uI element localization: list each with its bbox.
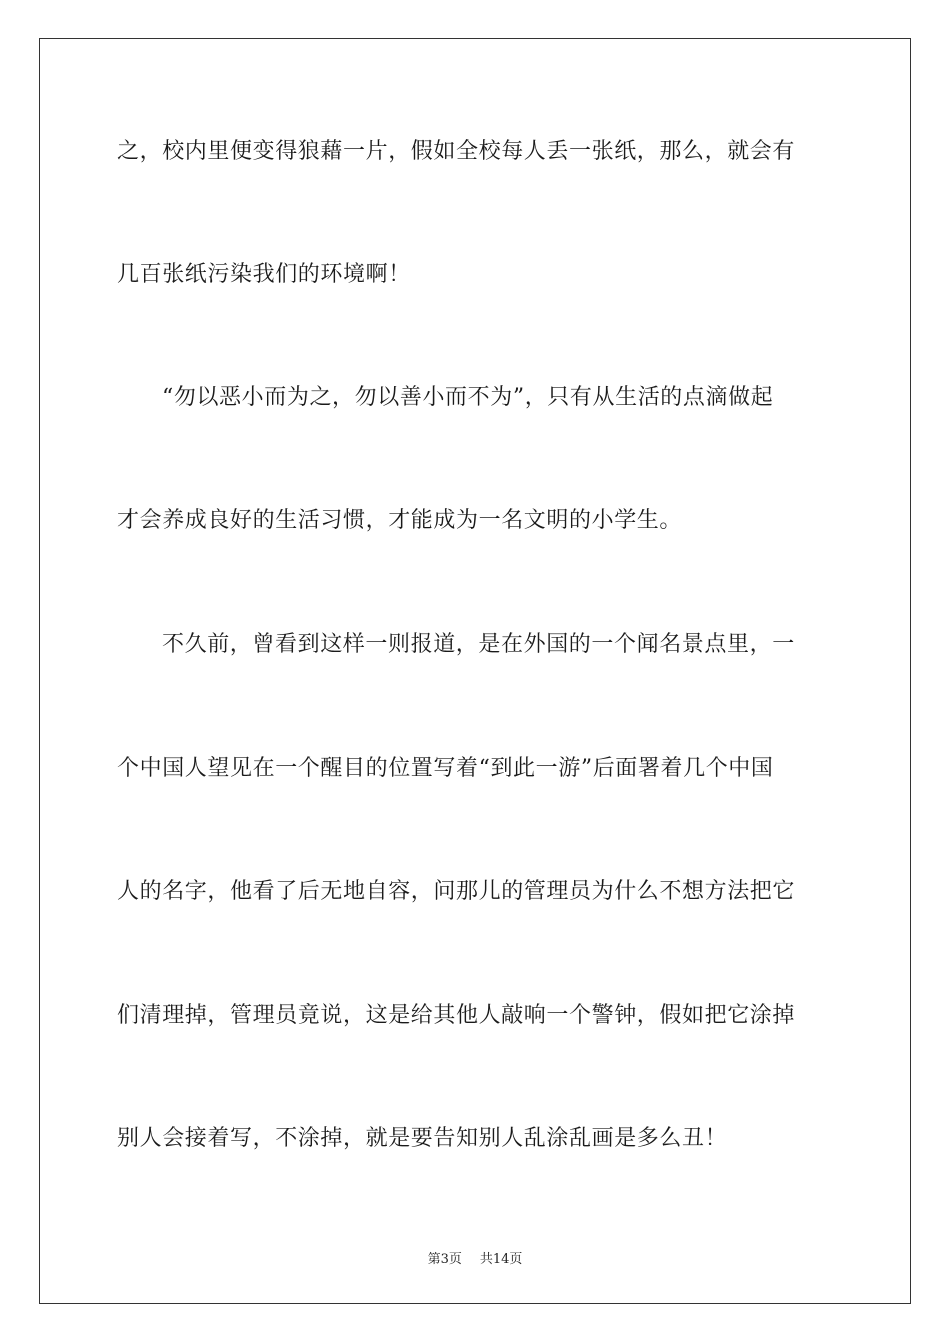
paragraph-line-1: 之，校内里便变得狼藉一片，假如全校每人丢一张纸，那么，就会有 [117,139,796,164]
paragraph-line-3: “勿以恶小而为之，勿以善小而不为”，只有从生活的点滴做起 [162,385,774,410]
paragraph-line-9: 别人会接着写，不涂掉，就是要告知别人乱涂乱画是多么丑！ [117,1126,728,1151]
page-number-total: 共14页 [479,1252,523,1267]
paragraph-line-4: 才会养成良好的生活习惯，才能成为一名文明的小学生。 [117,508,683,533]
page-border [39,38,911,1304]
paragraph-line-6: 个中国人望见在一个醒目的位置写着“到此一游”后面署着几个中国 [117,756,774,781]
paragraph-line-5: 不久前，曾看到这样一则报道，是在外国的一个闻名景点里，一 [162,632,795,657]
paragraph-line-2: 几百张纸污染我们的环境啊！ [117,262,411,287]
page-footer [0,1248,950,1267]
page-number-current: 第3页 [427,1252,462,1267]
paragraph-line-8: 们清理掉，管理员竟说，这是给其他人敲响一个警钟，假如把它涂掉 [117,1003,796,1028]
paragraph-line-7: 人的名字，他看了后无地自容，问那儿的管理员为什么不想方法把它 [117,879,796,904]
